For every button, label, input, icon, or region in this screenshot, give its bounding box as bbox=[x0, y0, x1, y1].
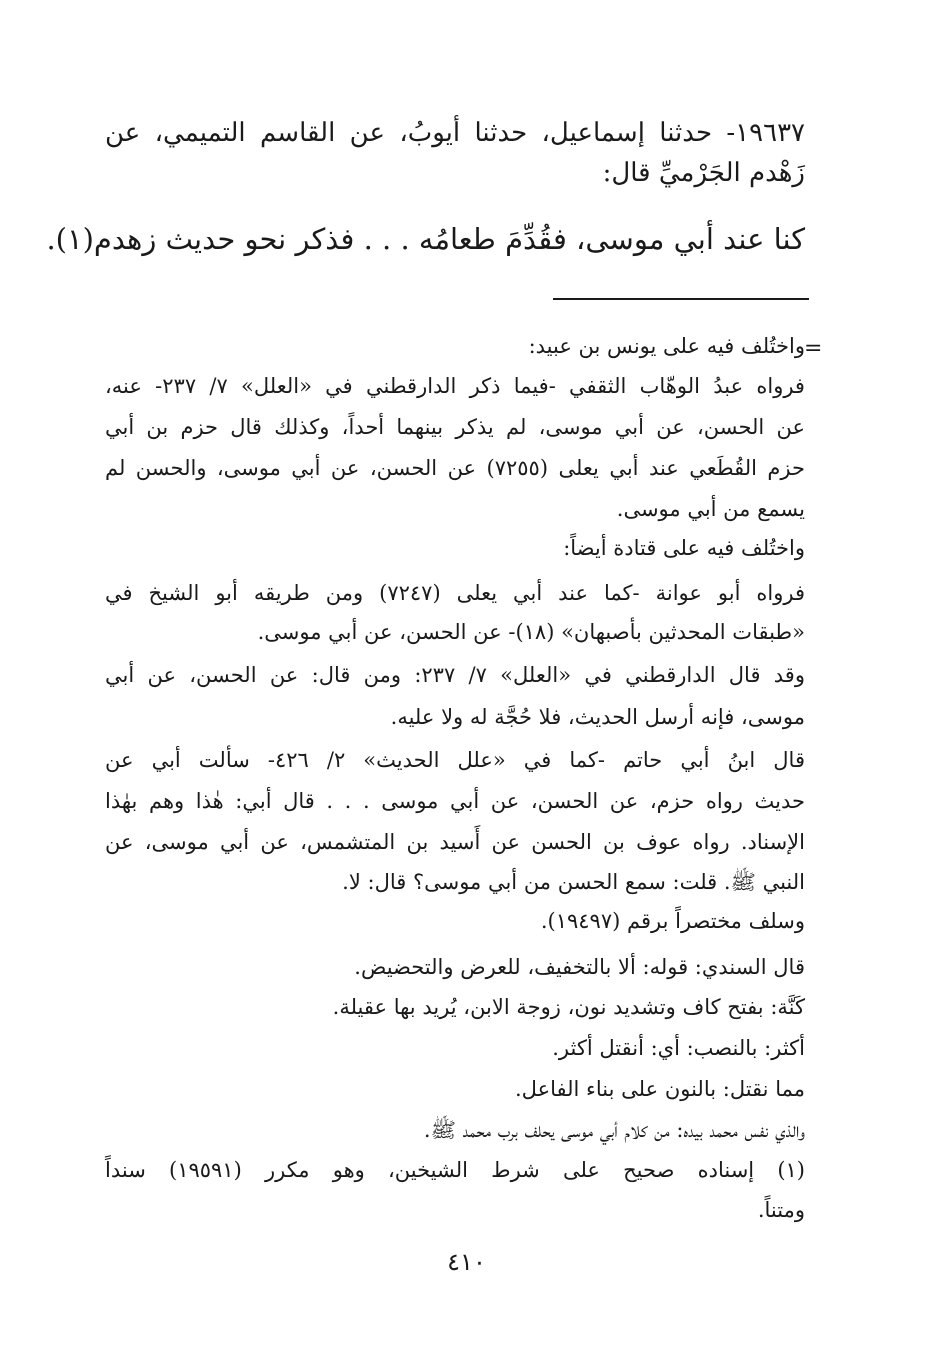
footnote-line: «طبقات المحدثين بأصبهان» (١٨)- عن الحسن، عن أبي موسى. bbox=[257, 620, 805, 644]
footnote-line: فرواه أبو عوانة -كما عند أبي يعلى (٧٢٤٧) ومن طريقه أبو الشيخ في bbox=[105, 581, 805, 605]
footnote-line: واختُلف فيه على يونس بن عبيد: bbox=[528, 334, 805, 358]
footnote-line: عن الحسن، عن أبي موسى، لم يذكر بينهما أحداً، وكذلك قال حزم بن أبي bbox=[105, 415, 805, 439]
footnote-line: حزم القُطَعي عند أبي يعلى (٧٢٥٥) عن الحسن، عن أبي موسى، والحسن لم bbox=[105, 456, 805, 480]
sindi-note-line: والذي نفس محمد بيده: من كلام أبي موسى يحلف برب محمد ﷺ. bbox=[423, 1118, 805, 1142]
sindi-note-line: كَنَّة: بفتح كاف وتشديد نون، زوجة الابن، يُريد بها عقيلة. bbox=[332, 995, 805, 1019]
continuation-marker: = bbox=[804, 336, 823, 361]
sindi-note-line: قال السندي: قوله: ألا بالتخفيف، للعرض والتحضيض. bbox=[354, 955, 805, 979]
footnote-1-line: ومتناً. bbox=[757, 1198, 805, 1222]
footnote-line: موسى، فإنه أرسل الحديث، فلا حُجَّة له ولا عليه. bbox=[390, 705, 805, 729]
sindi-note-line: أكثر: بالنصب: أي: أنقتل أكثر. bbox=[552, 1036, 805, 1060]
hadith-line-2: زَهْدم الجَرْميِّ قال: bbox=[602, 158, 805, 188]
footnote-line: قال ابنُ أبي حاتم -كما في «علل الحديث» ٢/ ٤٢٦- سألت أبي عن bbox=[105, 748, 805, 772]
footnote-1-line: (١) إسناده صحيح على شرط الشيخين، وهو مكرر (١٩٥٩١) سنداً bbox=[105, 1158, 805, 1182]
footnote-line: حديث رواه حزم، عن الحسن، عن أبي موسى . . . قال أبي: هٰذا وهم بهٰذا bbox=[105, 789, 805, 813]
footnote-line: فرواه عبدُ الوهّاب الثقفي -فيما ذكر الدارقطني في «العلل» ٧/ ٢٣٧- عنه، bbox=[105, 374, 805, 398]
footnote-line: يسمع من أبي موسى. bbox=[616, 497, 805, 521]
footnote-separator bbox=[553, 298, 809, 300]
hadith-line-3: كنا عند أبي موسى، فقُدِّمَ طعامُه . . . فذكر نحو حديث زهدم(١). bbox=[46, 222, 805, 256]
sindi-note-line: مما نقتل: بالنون على بناء الفاعل. bbox=[514, 1077, 805, 1101]
footnote-line: النبي ﷺ. قلت: سمع الحسن من أبي موسى؟ قال: لا. bbox=[342, 870, 805, 894]
page-number: ٤١٠ bbox=[447, 1248, 486, 1276]
footnote-line: الإسناد. رواه عوف بن الحسن عن أَسيد بن المتشمس، عن أبي موسى، عن bbox=[105, 830, 805, 854]
footnote-line: وقد قال الدارقطني في «العلل» ٧/ ٢٣٧: ومن قال: عن الحسن، عن أبي bbox=[105, 663, 805, 687]
footnote-line: واختُلف فيه على قتادة أيضاً: bbox=[563, 536, 805, 560]
hadith-line-1: ١٩٦٣٧- حدثنا إسماعيل، حدثنا أيوبُ، عن القاسم التميمي، عن bbox=[105, 118, 805, 148]
footnote-line: وسلف مختصراً برقم (١٩٤٩٧). bbox=[540, 909, 805, 933]
